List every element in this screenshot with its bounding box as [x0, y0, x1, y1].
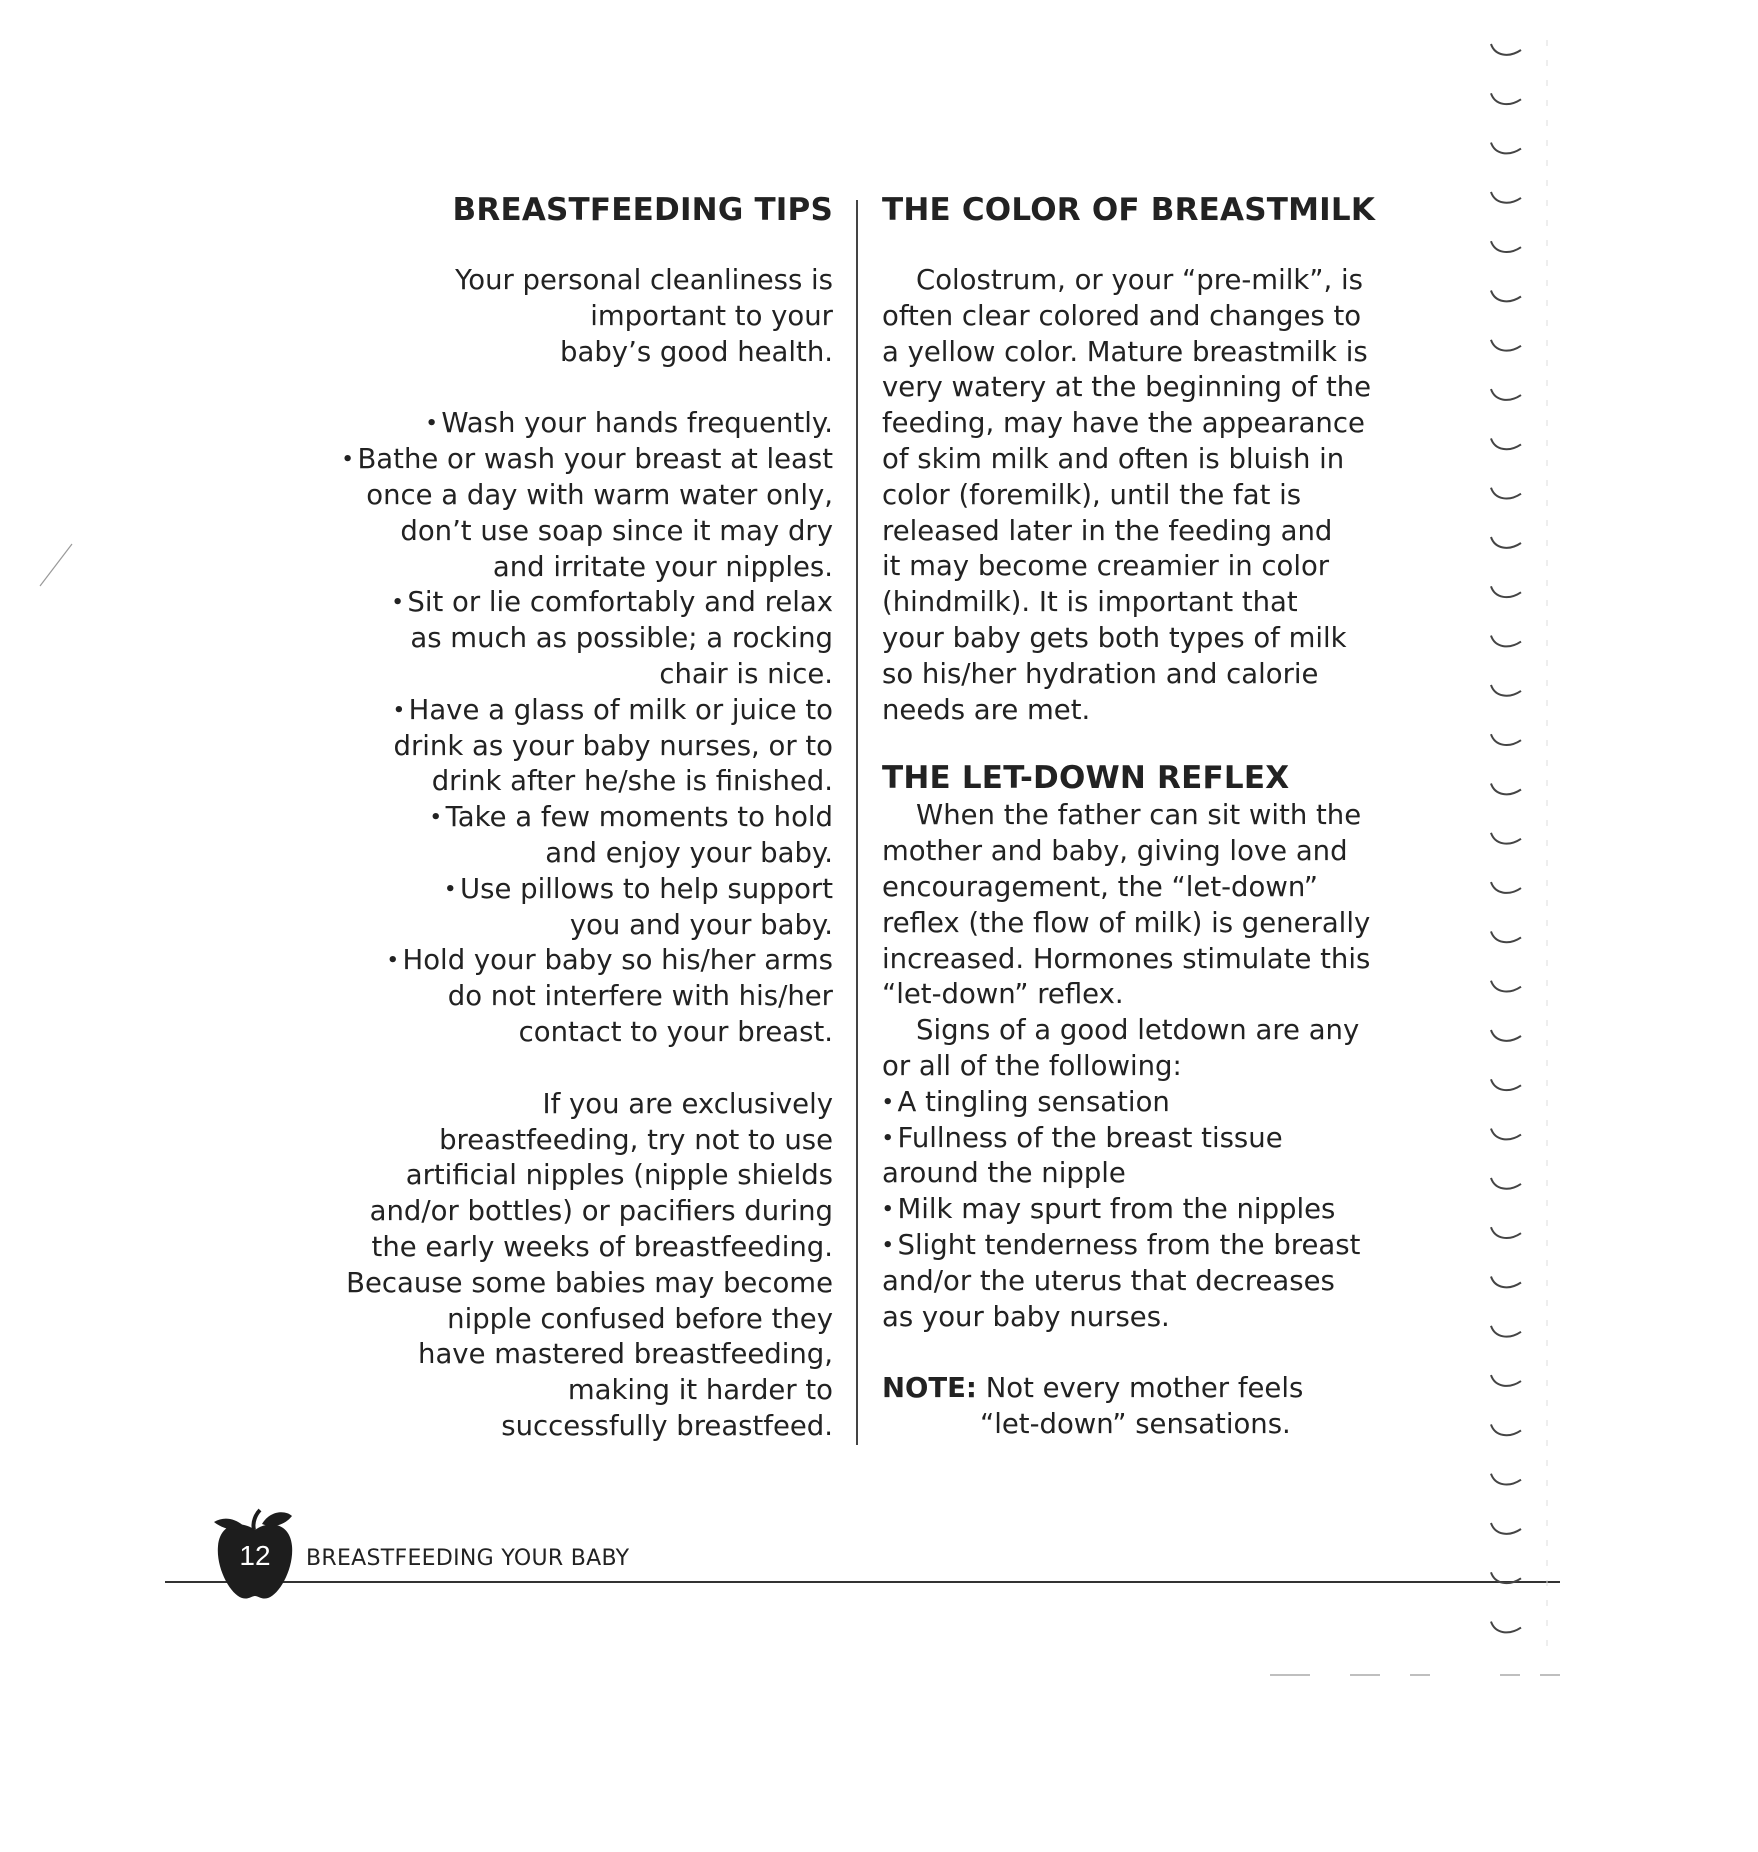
spiral-ring: [1491, 389, 1521, 400]
text-line: “let-down” reflex.: [882, 978, 1124, 1011]
text-line: chair is nice.: [659, 657, 833, 690]
spiral-ring: [1491, 1523, 1521, 1534]
list-item: [330, 693, 833, 800]
spiral-ring: [1491, 784, 1521, 795]
let-down-reflex-heading: THE LET-DOWN REFLEX: [882, 760, 1290, 797]
artificial-nipples-paragraph: [330, 1087, 833, 1445]
text-line: or all of the following:: [882, 1049, 1182, 1082]
text-line: once a day with warm water only,: [366, 478, 833, 511]
text-line: around the nipple: [882, 1157, 1126, 1190]
bullet-icon: •: [341, 449, 354, 471]
text-line: When the father can sit with the: [916, 799, 1362, 832]
text-line: a yellow color. Mature breastmilk is: [882, 335, 1368, 368]
spiral-ring: [1491, 1030, 1521, 1041]
spiral-ring: [1491, 586, 1521, 597]
spiral-ring: [1491, 438, 1521, 449]
breastmilk-color-paragraph: [882, 263, 1442, 728]
spiral-ring: [1491, 1326, 1521, 1337]
spiral-ring: [1491, 1424, 1521, 1435]
list-item: [330, 585, 833, 692]
list-item: [882, 1192, 1442, 1228]
text-line: contact to your breast.: [518, 1015, 833, 1048]
spiral-ring: [1491, 143, 1521, 154]
spiral-ring: [1491, 734, 1521, 745]
spiral-ring: [1491, 636, 1521, 647]
spiral-ring: [1491, 1375, 1521, 1386]
bullet-icon: •: [882, 1234, 894, 1256]
footer-rule: [165, 1581, 1560, 1583]
list-item: [882, 1228, 1442, 1335]
column-divider: [856, 200, 858, 1445]
text-line: the early weeks of breastfeeding.: [371, 1230, 833, 1263]
text-line: If you are exclusively: [542, 1087, 833, 1120]
spiral-ring: [1491, 882, 1521, 893]
text-line: artificial nipples (nipple shields: [405, 1159, 833, 1192]
text-line: don’t use soap since it may dry: [400, 514, 833, 547]
note-label: NOTE:: [882, 1372, 977, 1405]
color-of-breastmilk-heading: THE COLOR OF BREASTMILK: [882, 192, 1376, 228]
spiral-ring: [1491, 488, 1521, 499]
text-line: it may become creamier in color: [882, 550, 1330, 583]
letdown-signs-intro: [882, 1013, 1442, 1085]
text-line: your baby gets both types of milk: [882, 621, 1347, 654]
text-line: • Slight tenderness from the breast: [882, 1228, 1361, 1261]
text-line: successfully breastfeed.: [501, 1409, 833, 1442]
list-item: [330, 943, 833, 1050]
spiral-ring: [1491, 93, 1521, 104]
right-column: [882, 190, 1442, 1443]
text-line: • Hold your baby so his/her arms: [387, 944, 833, 977]
bullet-icon: •: [444, 878, 456, 900]
text-line: Colostrum, or your “pre-milk”, is: [916, 264, 1363, 296]
list-item: [882, 1085, 1442, 1121]
scan-mark-icon: [38, 540, 78, 590]
text-line: increased. Hormones stimulate this: [882, 942, 1371, 975]
page-number: 12: [239, 1540, 271, 1571]
bullet-icon: •: [391, 592, 404, 614]
text-line: drink after he/she is finished.: [431, 765, 833, 798]
text-line: • Take a few moments to hold: [430, 801, 833, 834]
text-line: “let-down” sensations.: [980, 1408, 1291, 1441]
text-line: of skim milk and often is bluish in: [882, 442, 1345, 475]
text-line: and irritate your nipples.: [492, 550, 833, 583]
text-line: • Have a glass of milk or juice to: [393, 693, 833, 726]
let-down-paragraph: [882, 798, 1442, 1013]
spiral-ring: [1491, 1178, 1521, 1189]
list-item: [882, 1121, 1442, 1193]
spiral-ring: [1491, 1227, 1521, 1238]
bullet-icon: •: [387, 950, 399, 972]
spiral-ring: [1491, 931, 1521, 942]
text-line: you and your baby.: [569, 908, 833, 941]
text-line: released later in the feeding and: [882, 514, 1333, 547]
spiral-ring: [1491, 1474, 1521, 1485]
letdown-signs-list: [882, 1085, 1442, 1336]
text-line: making it harder to: [567, 1374, 833, 1407]
spiral-ring: [1491, 291, 1521, 302]
spiral-ring: [1491, 192, 1521, 203]
left-column: [330, 190, 833, 1445]
text-line: often clear colored and changes to: [882, 299, 1362, 332]
spiral-ring: [1491, 833, 1521, 844]
list-item: [330, 406, 833, 442]
text-line: needs are met.: [882, 693, 1091, 726]
spiral-ring: [1491, 44, 1521, 55]
text-line: encouragement, the “let-down”: [882, 870, 1318, 903]
text-line: very watery at the beginning of the: [882, 371, 1372, 404]
scan-mark-icon: [1270, 1670, 1570, 1680]
list-item: [330, 442, 833, 585]
text-line: as much as possible; a rocking: [410, 622, 833, 655]
text-line: as your baby nurses.: [882, 1300, 1170, 1333]
spiral-ring: [1491, 340, 1521, 351]
breastfeeding-tips-heading: BREASTFEEDING TIPS: [452, 192, 833, 228]
text-line: drink as your baby nurses, or to: [393, 729, 833, 762]
list-item: [330, 872, 833, 944]
spiral-ring: [1491, 1572, 1521, 1583]
tips-list: [330, 406, 833, 1050]
text-line: do not interfere with his/her: [447, 980, 833, 1013]
text-line: • Bathe or wash your breast at least: [341, 443, 833, 476]
footer-title: BREASTFEEDING YOUR BABY: [306, 1546, 630, 1571]
spiral-ring: [1491, 1129, 1521, 1140]
text-line: Your personal cleanliness is: [455, 264, 833, 296]
text-line: • A tingling sensation: [882, 1085, 1170, 1118]
note: [882, 1371, 1442, 1443]
text-line: Signs of a good letdown are any: [916, 1014, 1360, 1047]
text-line: and/or bottles) or pacifiers during: [369, 1195, 833, 1228]
bullet-icon: •: [882, 1199, 894, 1221]
spiral-ring: [1491, 1622, 1521, 1633]
cleanliness-intro: [330, 263, 833, 370]
text-line: NOTE: Not every mother feels: [882, 1372, 1304, 1405]
text-line: and enjoy your baby.: [545, 836, 833, 869]
text-line: so his/her hydration and calorie: [882, 657, 1319, 690]
text-line: baby’s good health.: [560, 335, 833, 368]
text-line: breastfeeding, try not to use: [439, 1123, 833, 1156]
text-line: (hindmilk). It is important that: [882, 586, 1298, 619]
spiral-ring: [1491, 685, 1521, 696]
spiral-binding-icon: [1485, 40, 1565, 1660]
spiral-ring: [1491, 241, 1521, 252]
text-line: • Milk may spurt from the nipples: [882, 1193, 1336, 1226]
bullet-icon: •: [425, 413, 438, 435]
text-line: mother and baby, giving love and: [882, 835, 1348, 868]
text-line: and/or the uterus that decreases: [882, 1264, 1335, 1297]
spiral-ring: [1491, 1079, 1521, 1090]
text-line: feeding, may have the appearance: [882, 407, 1365, 440]
text-line: have mastered breastfeeding,: [418, 1338, 833, 1371]
spiral-ring: [1491, 537, 1521, 548]
bullet-icon: •: [430, 807, 442, 829]
spiral-ring: [1491, 981, 1521, 992]
text-line: • Fullness of the breast tissue: [882, 1121, 1283, 1154]
list-item: [330, 800, 833, 872]
spiral-ring: [1491, 1277, 1521, 1288]
bullet-icon: •: [393, 699, 405, 721]
text-line: nipple confused before they: [447, 1302, 833, 1335]
text-line: • Wash your hands frequently.: [425, 407, 833, 440]
text-line: • Use pillows to help support: [444, 872, 833, 905]
text-line: reflex (the flow of milk) is generally: [882, 906, 1371, 939]
text-line: color (foremilk), until the fat is: [882, 478, 1302, 511]
text-line: • Sit or lie comfortably and relax: [391, 586, 833, 619]
bullet-icon: •: [882, 1127, 894, 1149]
text-line: Because some babies may become: [346, 1266, 833, 1299]
text-line: important to your: [590, 299, 833, 332]
bullet-icon: •: [882, 1091, 894, 1113]
